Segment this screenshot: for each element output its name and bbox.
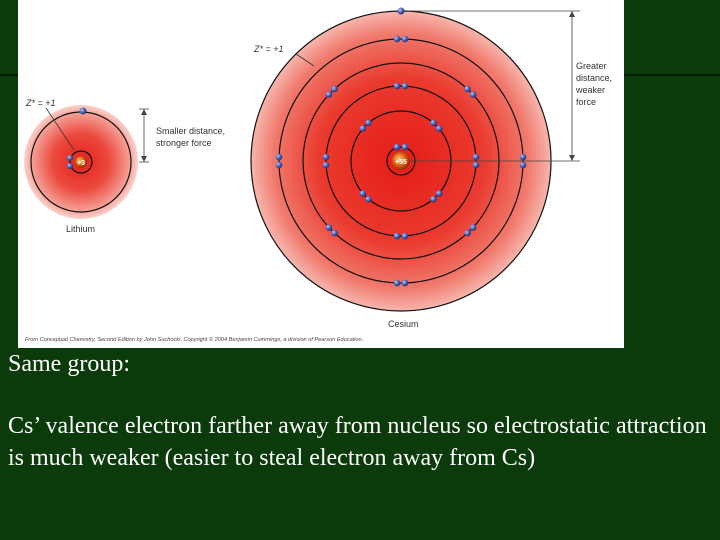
cesium-electron	[470, 224, 477, 231]
cesium-electron	[394, 280, 401, 287]
cesium-electron	[470, 91, 477, 98]
lithium-nucleus-label: +3	[77, 160, 85, 167]
cesium-electron	[402, 83, 409, 90]
cesium-electron	[323, 154, 330, 161]
lithium-distance-note-line2: stronger force	[156, 138, 212, 148]
cesium-electron	[394, 83, 401, 90]
cesium-zeff-label: Z* = +1	[254, 44, 284, 54]
slide-heading: Same group:	[8, 351, 130, 377]
cesium-nucleus-label: +55	[395, 159, 407, 166]
lithium-arrow-head-top	[141, 109, 147, 115]
cesium-caption: Cesium	[388, 319, 419, 329]
cesium-electron	[365, 120, 372, 127]
figure-credit: From Conceptual Chemistry, Second Edition by John Suchocki. Copyright © 2004 Benjamin Cummings, a division of Pearson Education.	[25, 337, 364, 343]
atom-comparison-figure	[18, 0, 624, 348]
cesium-electron	[464, 230, 471, 237]
slide-body-text: Cs’ valence electron farther away from nucleus so electrostatic attraction is much weaker (easier to steal electron away from Cs)	[8, 413, 707, 471]
cesium-atom	[251, 8, 612, 330]
lithium-atom	[24, 98, 225, 234]
cesium-electron	[326, 224, 333, 231]
cesium-electron	[436, 125, 443, 132]
lithium-electron	[67, 163, 73, 169]
cesium-electron	[276, 162, 283, 169]
cesium-electron	[473, 154, 480, 161]
cesium-electron	[402, 144, 409, 151]
cesium-electron	[436, 190, 443, 197]
cesium-distance-note-line3: weaker	[576, 85, 606, 95]
cesium-electron	[402, 233, 409, 240]
lithium-caption: Lithium	[66, 224, 96, 234]
cesium-distance-note-line2: distance,	[576, 73, 613, 83]
cesium-electron	[430, 120, 437, 127]
cesium-electron	[464, 86, 471, 93]
lithium-zeff-label: Z* = +1	[26, 98, 56, 108]
cesium-distance-note-line4: force	[576, 97, 597, 107]
cesium-electron	[520, 154, 527, 161]
cesium-electron	[331, 86, 338, 93]
cesium-valence-electron	[398, 8, 405, 15]
lithium-arrow-head-bottom	[141, 156, 147, 162]
cesium-distance-note-line1: Greater	[576, 61, 607, 71]
cesium-electron	[394, 36, 401, 43]
lithium-electron	[67, 155, 73, 161]
cesium-electron	[326, 91, 333, 98]
cesium-electron	[402, 280, 409, 287]
cesium-electron	[402, 36, 409, 43]
title-rule-right	[624, 74, 720, 76]
cesium-electron	[394, 233, 401, 240]
cesium-electron	[360, 190, 367, 197]
cesium-arrow-head-bottom	[569, 155, 575, 161]
title-rule-left	[0, 74, 20, 76]
cesium-electron	[473, 162, 480, 169]
cesium-electron	[360, 125, 367, 132]
cesium-electron	[276, 154, 283, 161]
cesium-electron	[331, 230, 338, 237]
cesium-electron	[430, 196, 437, 203]
cesium-arrow-head-top	[569, 11, 575, 17]
cesium-electron	[323, 162, 330, 169]
cesium-electron	[394, 144, 401, 151]
lithium-valence-electron	[80, 108, 87, 115]
lithium-distance-note-line1: Smaller distance,	[156, 126, 226, 136]
cesium-electron	[520, 162, 527, 169]
cesium-electron	[365, 196, 372, 203]
